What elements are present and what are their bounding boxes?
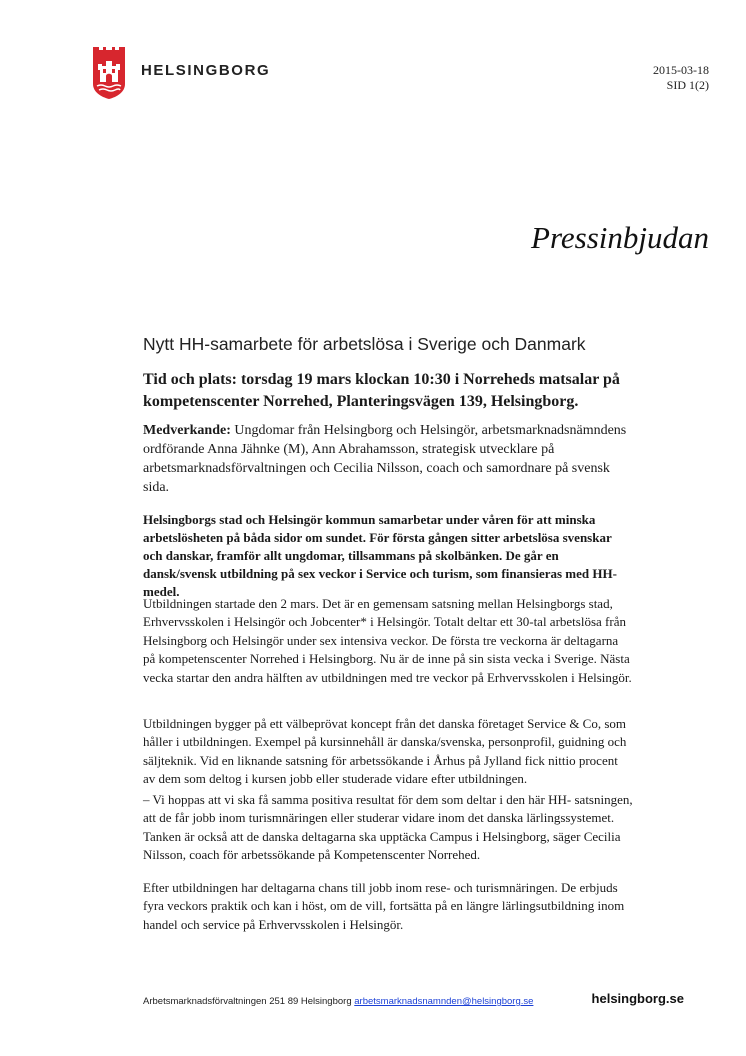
document-type: Pressinbjudan [531,220,709,255]
participants [143,421,633,497]
footer-address: Arbetsmarknadsförvaltningen 251 89 Helsingborg [143,996,352,1007]
logo [92,44,126,100]
body-paragraph-2: Utbildningen bygger på ett välbeprövat koncept från det danska företaget Service & Co, som håller i utbildningen. Exempel på kursinnehåll är danska/svenska, personprofil, guidning och säljteknik. Vid en liknande satsning för arbetssökande i Århus på Jylland fick nittio procent av dem som deltog i kursen jobb eller studerade vidare efter utbildningen. [143,716,627,787]
time-and-place: Tid och plats: torsdag 19 mars klockan 10:30 i Norreheds matsalar på kompetenscenter Norrehed, Planteringsvägen 139, Helsingborg. [143,371,620,410]
document-date: 2015-03-18 [653,63,709,77]
lead-paragraph: Helsingborgs stad och Helsingör kommun samarbetar under våren för att minska arbetslösheten på båda sidor om sundet. För första gången sitter arbetslösa svenskar och danskar, framför allt ungdomar, tillsammans på skolbänken. De går en dansk/svensk utbildning på sex veckor i Service och turism, som finansieras med HH-medel. [143,512,617,599]
footer-contact [143,996,533,1007]
footer-email-link[interactable]: arbetsmarknadsnamnden@helsingborg.se [354,996,534,1007]
body-paragraph-4: Efter utbildningen har deltagarna chans till jobb inom rese- och turismnäringen. De erbjuds fyra veckors praktik och kan i höst, om de vill, fortsätta på en längre lärlingsutbildning inom handel och service på Erhvervsskolen i Helsingör. [143,880,625,932]
headline: Nytt HH-samarbete för arbetslösa i Sverige och Danmark [143,334,586,354]
participants-label: Medverkande: [143,423,231,438]
helsingborg-coat-of-arms-icon [92,44,126,100]
body-paragraph-1: Utbildningen startade den 2 mars. Det är en gemensam satsning mellan Helsingborgs stad, Erhvervsskolen i Helsingör och Jobcenter* i Helsingör. Totalt deltar ett 30-tal arbetslösa från Helsingborg och Helsingör under sex intensiva veckor. De första tre veckorna är deltagarna på kompetenscenter Norrehed i Helsingborg. Nu är de inne på sin sista vecka i Sverige. Nästa vecka startar den andra hälften av utbildningen med tre veckor på Erhvervsskolen i Helsingör. [143,596,632,685]
page-number: SID 1(2) [666,78,709,92]
participants-text: Ungdomar från Helsingborg och Helsingör, arbetsmarknadsnämndens ordförande Anna Jähnke (M), Ann Abrahamsson, strategisk utvecklare på arbetsmarknadsförvaltningen och Cecilia Nilsson, coach och samordnare på svensk sida. [143,423,627,495]
footer-website[interactable]: helsingborg.se [591,991,684,1006]
org-name: HELSINGBORG [141,62,271,79]
document-meta [653,63,709,93]
body-paragraph-3: – Vi hoppas att vi ska få samma positiva resultat för dem som deltar i den här HH- satsningen, att de får jobb inom turismnäringen eller studerar vidare inom det danska lärlingssystemet. Tanken är också att de danska deltagarna ska upptäcka Campus i Helsingborg, säger Cecilia Nilsson, coach för arbetssökande på Kompetenscenter Norrehed. [143,792,633,863]
